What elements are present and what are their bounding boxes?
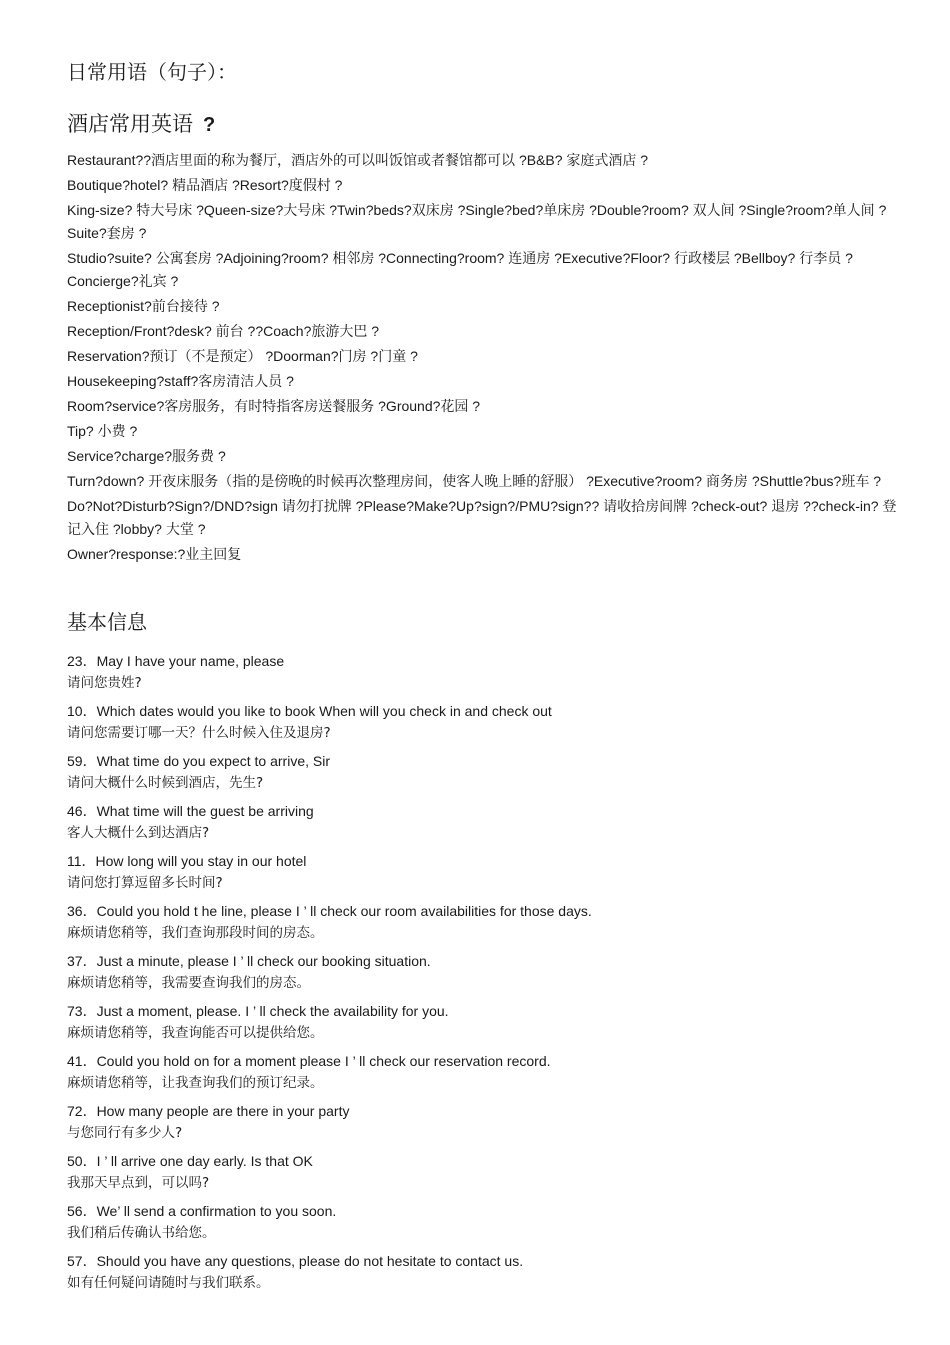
phrase-chinese: 麻烦请您稍等，我需要查询我们的房态。 bbox=[67, 975, 310, 991]
vocab-line: Do?Not?Disturb?Sign?/DND?sign 请勿打扰牌 ?Please?Make?Up?sign?/PMU?sign?? 请收拾房间牌 ?check-out? 退房 ??check-in? 登记入住 ?lobby? 大堂 ? bbox=[67, 498, 897, 537]
phrase-english: 56．We’ ll send a confirmation to you soon. bbox=[67, 1203, 337, 1219]
heading-daily-phrases: 日常用语（句子）： bbox=[67, 60, 237, 84]
phrase-chinese: 请问大概什么时候到酒店，先生? bbox=[67, 775, 264, 791]
phrase-chinese: 请问您贵姓? bbox=[67, 675, 142, 691]
phrase-chinese: 如有任何疑问请随时与我们联系。 bbox=[67, 1275, 270, 1291]
phrase-item bbox=[67, 700, 905, 750]
phrase-item bbox=[67, 800, 905, 850]
vocab-line: Reservation?预订（不是预定） ?Doorman?门房 ?门童 ? bbox=[67, 348, 418, 364]
phrase-chinese: 客人大概什么到达酒店? bbox=[67, 825, 210, 841]
phrase-chinese: 请问您需要订哪一天？什么时候入住及退房? bbox=[67, 725, 331, 741]
phrase-item bbox=[67, 950, 905, 1000]
phrase-chinese: 与您同行有多少人? bbox=[67, 1125, 183, 1141]
vocab-line: Boutique?hotel? 精品酒店 ?Resort?度假村 ? bbox=[67, 177, 343, 193]
vocab-line: Receptionist?前台接待 ? bbox=[67, 298, 220, 314]
vocab-line: Tip? 小费 ? bbox=[67, 423, 138, 439]
phrase-chinese: 请问您打算逗留多长时间? bbox=[67, 875, 223, 891]
phrase-item bbox=[67, 1050, 905, 1100]
phrase-item bbox=[67, 750, 905, 800]
vocab-line: Studio?suite? 公寓套房 ?Adjoining?room? 相邻房 ?Connecting?room? 连通房 ?Executive?Floor? 行政楼层 ?Bellboy? 行李员 ?Concierge?礼宾 ? bbox=[67, 250, 853, 289]
phrase-english: 10．Which dates would you like to book When will you check in and check out bbox=[67, 703, 552, 719]
heading-basic-info: 基本信息 bbox=[67, 610, 147, 634]
heading-hotel-english-text: 酒店常用英语 bbox=[67, 112, 193, 136]
phrase-chinese: 我们稍后传确认书给您。 bbox=[67, 1225, 216, 1241]
phrase-english: 37．Just a minute, please I ’ ll check our booking situation. bbox=[67, 953, 431, 969]
phrase-item bbox=[67, 1250, 905, 1300]
vocab-line: Owner?response:?业主回复 bbox=[67, 546, 242, 562]
heading-hotel-english bbox=[67, 108, 215, 138]
phrase-list bbox=[67, 650, 905, 1300]
phrase-english: 23．May I have your name, please bbox=[67, 653, 285, 669]
vocab-line: Room?service?客房服务，有时特指客房送餐服务 ?Ground?花园 ? bbox=[67, 398, 481, 414]
phrase-english: 72．How many people are there in your party bbox=[67, 1103, 350, 1119]
phrase-english: 73．Just a moment, please. I ’ ll check the availability for you. bbox=[67, 1003, 449, 1019]
phrase-item bbox=[67, 900, 905, 950]
vocabulary-list bbox=[67, 149, 905, 568]
vocab-line: Reception/Front?desk? 前台 ??Coach?旅游大巴 ? bbox=[67, 323, 380, 339]
phrase-english: 50．I ’ ll arrive one day early. Is that OK bbox=[67, 1153, 313, 1169]
heading-question-mark: ? bbox=[203, 114, 216, 136]
phrase-english: 36．Could you hold t he line, please I ’ ll check our room availabilities for those days. bbox=[67, 903, 592, 919]
phrase-item bbox=[67, 850, 905, 900]
phrase-chinese: 麻烦请您稍等，我查询能否可以提供给您。 bbox=[67, 1025, 324, 1041]
phrase-english: 57．Should you have any questions, please do not hesitate to contact us. bbox=[67, 1253, 524, 1269]
vocab-line: Housekeeping?staff?客房清洁人员 ? bbox=[67, 373, 294, 389]
phrase-chinese: 麻烦请您稍等，我们查询那段时间的房态。 bbox=[67, 925, 324, 941]
phrase-english: 41．Could you hold on for a moment please I ’ ll check our reservation record. bbox=[67, 1053, 551, 1069]
phrase-english: 46．What time will the guest be arriving bbox=[67, 803, 314, 819]
phrase-item bbox=[67, 650, 905, 700]
vocab-line: King-size? 特大号床 ?Queen-size?大号床 ?Twin?beds?双床房 ?Single?bed?单床房 ?Double?room? 双人间 ?Single?room?单人间 ?Suite?套房 ? bbox=[67, 202, 887, 241]
vocab-line: Restaurant??酒店里面的称为餐厅，酒店外的可以叫饭馆或者餐馆都可以 ?B&B? 家庭式酒店 ? bbox=[67, 152, 649, 168]
phrase-english: 11．How long will you stay in our hotel bbox=[67, 853, 307, 869]
phrase-item bbox=[67, 1150, 905, 1200]
phrase-item bbox=[67, 1100, 905, 1150]
phrase-chinese: 我那天早点到，可以吗? bbox=[67, 1175, 210, 1191]
vocab-line: Turn?down? 开夜床服务（指的是傍晚的时候再次整理房间，使客人晚上睡的舒服） ?Executive?room? 商务房 ?Shuttle?bus?班车 ? bbox=[67, 473, 882, 489]
phrase-item bbox=[67, 1000, 905, 1050]
phrase-english: 59．What time do you expect to arrive, Sir bbox=[67, 753, 330, 769]
phrase-item bbox=[67, 1200, 905, 1250]
vocab-line: Service?charge?服务费 ? bbox=[67, 448, 226, 464]
phrase-chinese: 麻烦请您稍等，让我查询我们的预订纪录。 bbox=[67, 1075, 324, 1091]
